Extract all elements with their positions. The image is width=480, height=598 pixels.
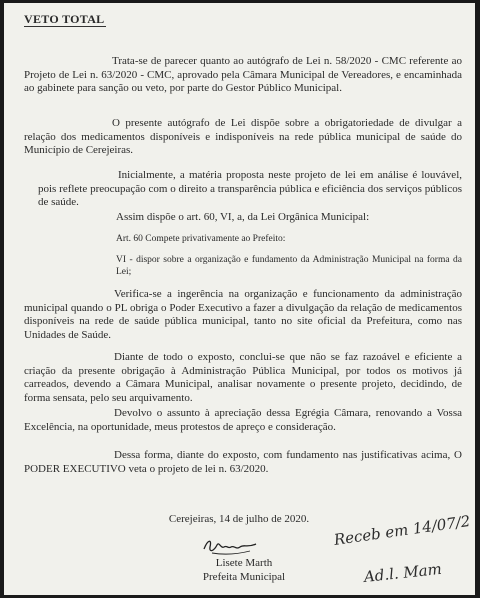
paragraph-3: Inicialmente, a matéria proposta neste projeto de lei em análise é louvável, pois reflete preocupação com o direito a transparência pública e eficiência dos serviços públicos de saúde. — [38, 169, 462, 208]
signature-mark — [200, 535, 260, 557]
handwritten-receipt-signature: Ad.l. Mam — [363, 559, 443, 586]
handwritten-receipt-note: Receb em 14/07/2 — [332, 511, 472, 549]
paragraph-8: Dessa forma, diante do exposto, com fundamento nas justificativas acima, O PODER EXECUTIVO veta o projeto de lei n. 63/2020. — [24, 449, 462, 475]
paragraph-1: Trata-se de parecer quanto ao autógrafo de Lei n. 58/2020 - CMC referente ao Projeto de Lei n. 63/2020 - CMC, aprovado pela Câmara Municipal de Vereadores, e encaminhada ao gabinete para sanção ou veto, por parte do Gestor Público Municipal. — [24, 55, 462, 94]
paragraph-4: Assim dispõe o art. 60, VI, a, da Lei Orgânica Municipal: — [116, 211, 370, 223]
date-line: Cerejeiras, 14 de julho de 2020. — [168, 513, 310, 525]
paragraph-7: Devolvo o assunto à apreciação dessa Egrégia Câmara, renovando a Vossa Excelência, na oportunidade, meus protestos de apreço e consideração. — [24, 407, 462, 433]
document-title: VETO TOTAL — [24, 12, 105, 26]
law-article-heading: Art. 60 Compete privativamente ao Prefeito: — [116, 234, 286, 244]
document-page — [4, 3, 475, 595]
paragraph-6: Diante de todo o exposto, conclui-se que não se faz razoável e eficiente a criação da presente obrigação à Administração Pública Municipal, por todos os motivos já carreados, devendo a Câmara Municipal, analisar novamente o presente projeto, decidindo, de forma sensata, pelo seu arquivamento. — [24, 351, 462, 404]
title-underline — [24, 26, 106, 27]
signatory-role: Prefeita Municipal — [202, 571, 286, 583]
paragraph-5: Verifica-se a ingerência na organização e funcionamento da administração municipal quando o PL obriga o Poder Executivo a fazer a divulgação da relação de medicamentos disponíveis na rede de saúde pública municipal, tanto no site oficial da Prefeitura, como nas Unidades de Saúde. — [24, 288, 462, 341]
law-article-item: VI - dispor sobre a organização e fundamento da Administração Municipal na forma da Lei; — [116, 255, 462, 277]
paragraph-2: O presente autógrafo de Lei dispõe sobre a obrigatoriedade de divulgar a relação dos medicamentos disponíveis e indisponíveis na rede pública municipal de saúde do Município de Cerejeiras. — [24, 117, 462, 156]
signatory-name: Lisete Marth — [215, 557, 273, 569]
